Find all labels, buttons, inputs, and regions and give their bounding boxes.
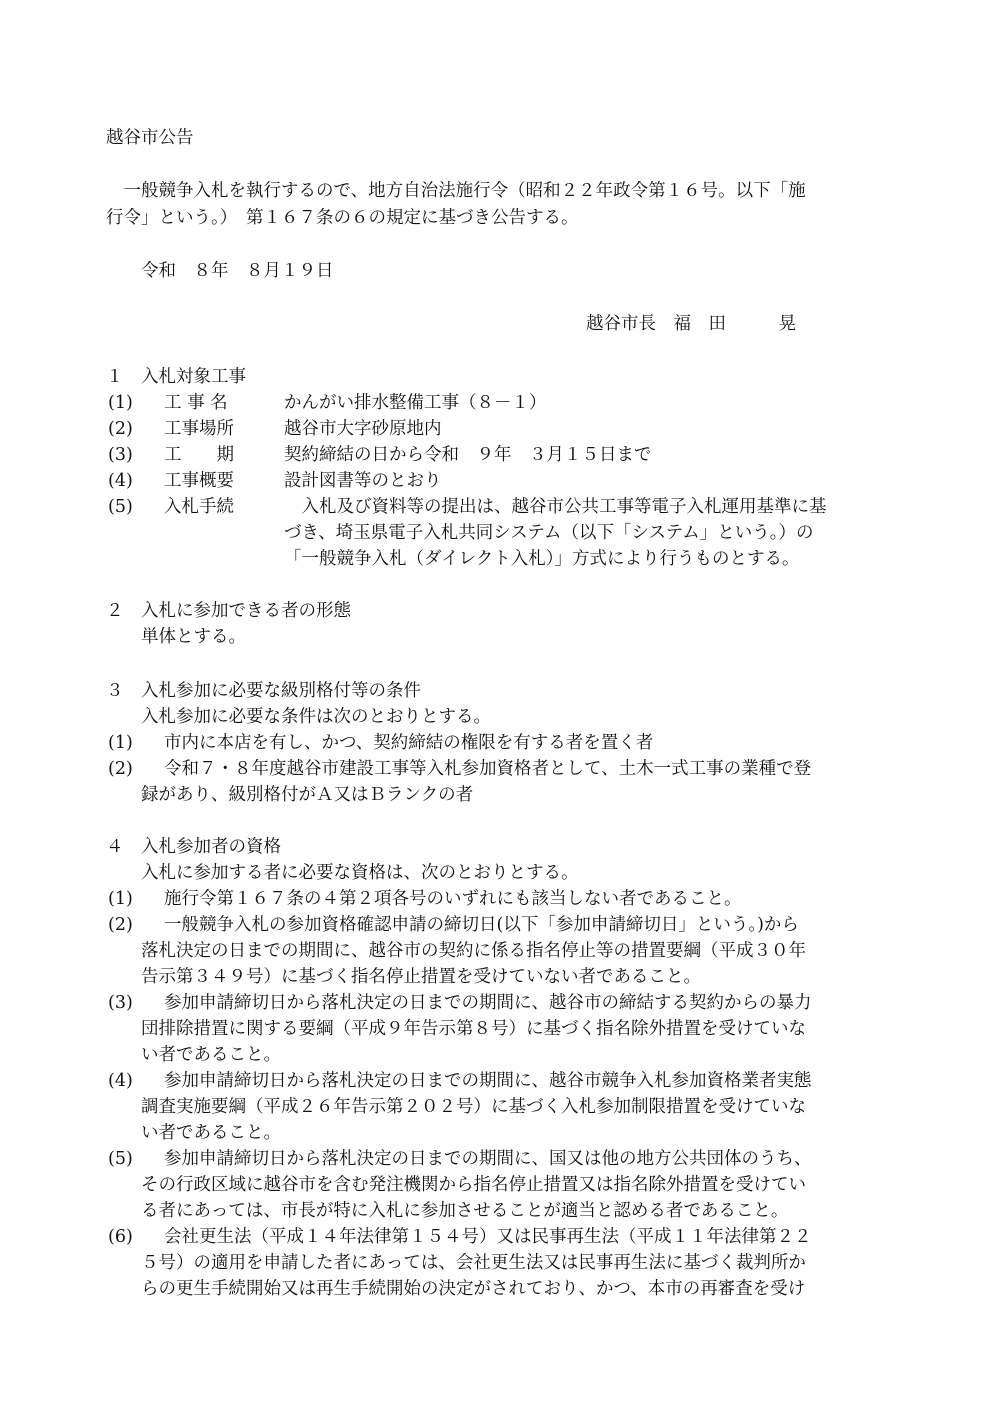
mayor-signature: 越谷市長 福 田 晃 bbox=[586, 314, 796, 334]
item-text: らの更生手続開始又は再生手続開始の決定がされており、かつ、本市の再審査を受け bbox=[141, 1279, 806, 1299]
item-text: い者であること。 bbox=[141, 1045, 281, 1065]
item-number: (2) bbox=[108, 759, 133, 779]
item-number: (1) bbox=[108, 393, 133, 413]
item-value: 越谷市大字砂原地内 bbox=[284, 419, 442, 439]
item-text: 施行令第１６７条の４第２項各号のいずれにも該当しない者であること。 bbox=[164, 889, 742, 909]
section-heading: ２ 入札に参加できる者の形態 bbox=[106, 601, 351, 621]
notice-date: 令和 ８年 ８月１９日 bbox=[141, 261, 334, 281]
notice-title: 越谷市公告 bbox=[106, 128, 194, 148]
item-text: 参加申請締切日から落札決定の日までの期間に、越谷市競争入札参加資格業者実態 bbox=[164, 1071, 812, 1091]
intro-line: 一般競争入札を執行するので、地方自治法施行令（昭和２２年政令第１６号。以下「施 bbox=[106, 181, 806, 201]
item-value: 入札及び資料等の提出は、越谷市公共工事等電子入札運用基準に基 bbox=[284, 497, 827, 517]
item-text: 市内に本店を有し、かつ、契約締結の権限を有する者を置く者 bbox=[164, 733, 654, 753]
item-text: その行政区域に越谷市を含む発注機関から指名停止措置又は指名除外措置を受けてい bbox=[141, 1175, 806, 1195]
intro-line: 行令」という。） 第１６７条の６の規定に基づき公告する。 bbox=[106, 208, 579, 228]
item-number: (1) bbox=[108, 733, 133, 753]
item-number: (2) bbox=[108, 915, 133, 935]
item-value: づき、埼玉県電子入札共同システム（以下「システム」という。）の bbox=[284, 523, 814, 543]
item-text: 録があり、級別格付がＡ又はＢランクの者 bbox=[141, 785, 474, 805]
item-text: 会社更生法（平成１４年法律第１５４号）又は民事再生法（平成１１年法律第２２ bbox=[164, 1227, 812, 1247]
item-text: 落札決定の日までの期間に、越谷市の契約に係る指名停止等の措置要綱（平成３０年 bbox=[141, 941, 806, 961]
item-number: (3) bbox=[108, 445, 133, 465]
item-number: (4) bbox=[108, 471, 133, 491]
item-number: (2) bbox=[108, 419, 133, 439]
item-text: 令和７・８年度越谷市建設工事等入札参加資格者として、土木一式工事の業種で登 bbox=[164, 759, 812, 779]
item-number: (1) bbox=[108, 889, 133, 909]
item-text: 参加申請締切日から落札決定の日までの期間に、国又は他の地方公共団体のうち、 bbox=[164, 1149, 812, 1169]
item-text: ５号）の適用を申請した者にあっては、会社更生法又は民事再生法に基づく裁判所か bbox=[141, 1253, 806, 1273]
item-value: 「一般競争入札（ダイレクト入札）」方式により行うものとする。 bbox=[284, 549, 800, 569]
item-label: 工事場所 bbox=[164, 419, 234, 439]
section-heading: ４ 入札参加者の資格 bbox=[106, 837, 281, 857]
section-body: 入札参加に必要な条件は次のとおりとする。 bbox=[141, 707, 491, 727]
item-number: (3) bbox=[108, 993, 133, 1013]
item-value: 契約締結の日から令和 ９年 ３月１５日まで bbox=[284, 445, 652, 465]
item-text: 参加申請締切日から落札決定の日までの期間に、越谷市の締結する契約からの暴力 bbox=[164, 993, 812, 1013]
item-number: (5) bbox=[108, 497, 133, 517]
item-label: 工事概要 bbox=[164, 471, 234, 491]
item-label: 工 事 名 bbox=[164, 393, 228, 413]
item-text: 団排除措置に関する要綱（平成９年告示第８号）に基づく指名除外措置を受けていな bbox=[141, 1019, 806, 1039]
item-text: 一般競争入札の参加資格確認申請の締切日(以下「参加申請締切日」という。)から bbox=[164, 915, 799, 935]
item-number: (4) bbox=[108, 1071, 133, 1091]
item-number: (6) bbox=[108, 1227, 133, 1247]
item-text: る者にあっては、市長が特に入札に参加させることが適当と認める者であること。 bbox=[141, 1201, 789, 1221]
item-text: い者であること。 bbox=[141, 1123, 281, 1143]
item-value: かんがい排水整備工事（８－１） bbox=[284, 393, 547, 413]
item-text: 調査実施要綱（平成２６年告示第２０２号）に基づく入札参加制限措置を受けていな bbox=[141, 1097, 806, 1117]
item-label: 工 期 bbox=[164, 445, 234, 465]
section-heading: ３ 入札参加に必要な級別格付等の条件 bbox=[106, 681, 421, 701]
item-value: 設計図書等のとおり bbox=[284, 471, 442, 491]
item-text: 告示第３４９号）に基づく指名停止措置を受けていない者であること。 bbox=[141, 967, 701, 987]
section-heading: １ 入札対象工事 bbox=[106, 367, 246, 387]
item-label: 入札手続 bbox=[164, 497, 234, 517]
section-body: 入札に参加する者に必要な資格は、次のとおりとする。 bbox=[141, 863, 579, 883]
section-body: 単体とする。 bbox=[141, 627, 246, 647]
item-number: (5) bbox=[108, 1149, 133, 1169]
